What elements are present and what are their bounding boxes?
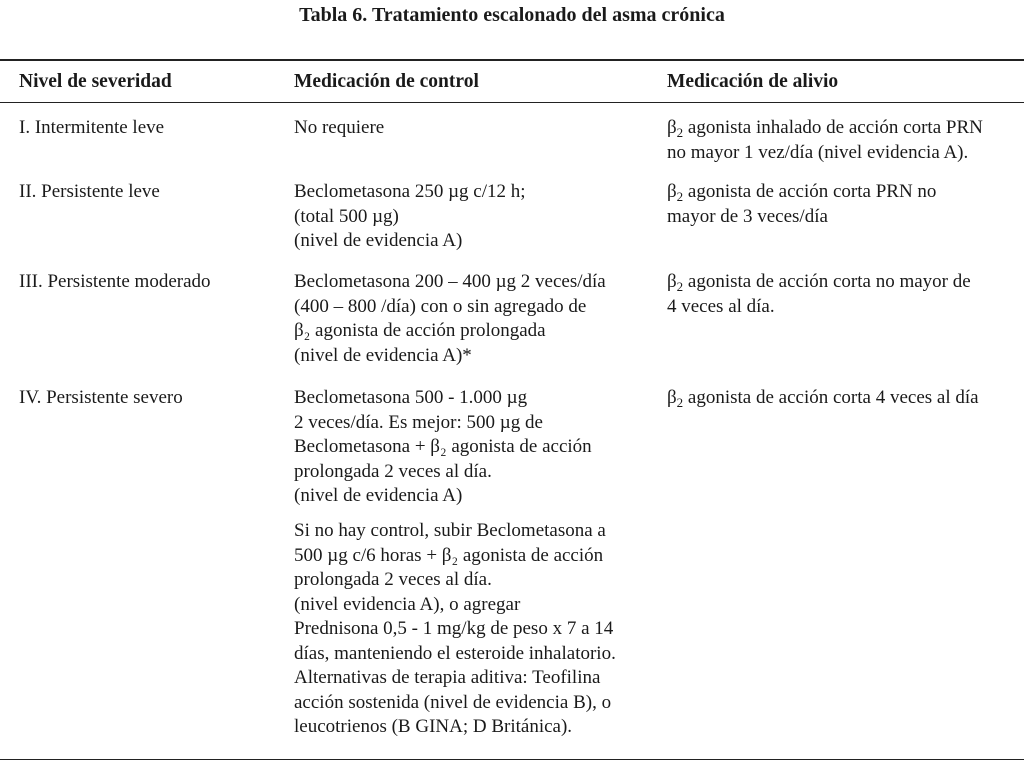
- row-3-relief-line: 4 veces al día.: [667, 295, 775, 317]
- row-3-relief-line: $\beta_2$ agonista de acción corta no mayor de: [667, 271, 971, 294]
- row-2-relief-line: mayor de 3 veces/día: [667, 205, 828, 227]
- row-2-relief: [667, 180, 936, 229]
- row-1-relief: [667, 116, 983, 165]
- row-2-control-line: (total 500 µg): [294, 205, 399, 227]
- row-4-control-escalation-line: acción sostenida (nivel de evidencia B), o: [294, 691, 612, 713]
- row-2-severity: II. Persistente leve: [19, 181, 160, 202]
- row-4-control-escalation-line: 500 µg c/6 horas + β₂ agonista de acción: [294, 544, 604, 566]
- row-2-control-line: (nivel de evidencia A): [294, 230, 463, 251]
- table-bottom-rule: [0, 759, 1024, 760]
- row-2-control-line: Beclometasona 250 µg c/12 h;: [294, 181, 526, 202]
- row-4-control-escalation-line: leucotrienos (B GINA; D Británica).: [294, 716, 573, 737]
- row-4-control-escalation-line: Si no hay control, subir Beclometasona a: [294, 520, 606, 541]
- header-control: Medicación de control: [294, 71, 479, 92]
- row-3-control-line: Beclometasona 200 – 400 µg 2 veces/día: [294, 271, 606, 292]
- row-3-relief: [667, 270, 971, 319]
- row-4-severity: IV. Persistente severo: [19, 387, 183, 408]
- table-top-rule: [0, 59, 1024, 61]
- row-3-control-line: (400 – 800 /día) con o sin agregado de: [294, 295, 587, 317]
- row-4-relief-line: $\beta_2$ agonista de acción corta 4 veces al día: [667, 387, 979, 410]
- row-4-control-line: prolongada 2 veces al día.: [294, 460, 492, 482]
- row-2-relief-line: $\beta_2$ agonista de acción corta PRN no: [667, 181, 937, 204]
- row-4-control-escalation-line: Prednisona 0,5 - 1 mg/kg de peso x 7 a 14: [294, 618, 614, 639]
- row-3-control-line: β₂ agonista de acción prolongada: [294, 320, 546, 341]
- header-rule: [0, 102, 1024, 103]
- row-4-control-escalation-line: prolongada 2 veces al día.: [294, 569, 492, 590]
- row-3-control-line: (nivel de evidencia A)*: [294, 344, 472, 366]
- row-3-severity: III. Persistente moderado: [19, 271, 211, 292]
- row-1-control-line: No requiere: [294, 117, 385, 138]
- row-4-control-escalation-line: (nivel evidencia A), o agregar: [294, 593, 521, 615]
- row-1-relief-line: no mayor 1 vez/día (nivel evidencia A).: [667, 141, 969, 163]
- row-4-control-escalation-line: Alternativas de terapia aditiva: Teofilina: [294, 667, 601, 688]
- row-1-severity: I. Intermitente leve: [19, 117, 165, 138]
- row-4-control-escalation: [294, 519, 616, 740]
- row-4-control-line: Beclometasona 500 - 1.000 µg: [294, 387, 528, 408]
- row-4-control-line: 2 veces/día. Es mejor: 500 µg de: [294, 411, 543, 433]
- row-1-relief-line: $\beta_2$ agonista inhalado de acción corta PRN: [667, 117, 983, 140]
- header-severity: Nivel de severidad: [19, 71, 172, 92]
- table-title: Tabla 6. Tratamiento escalonado del asma crónica: [299, 4, 725, 26]
- row-4-relief: [667, 386, 979, 411]
- row-3-control: [294, 270, 606, 368]
- row-4-control-line: Beclometasona + β₂ agonista de acción: [294, 436, 592, 457]
- row-2-control: [294, 180, 526, 254]
- row-1-control: [294, 116, 384, 141]
- row-4-control-line: (nivel de evidencia A): [294, 485, 463, 506]
- row-4-control-escalation-line: días, manteniendo el esteroide inhalatorio.: [294, 642, 616, 664]
- header-relief: Medicación de alivio: [667, 71, 839, 92]
- row-4-control: [294, 386, 592, 509]
